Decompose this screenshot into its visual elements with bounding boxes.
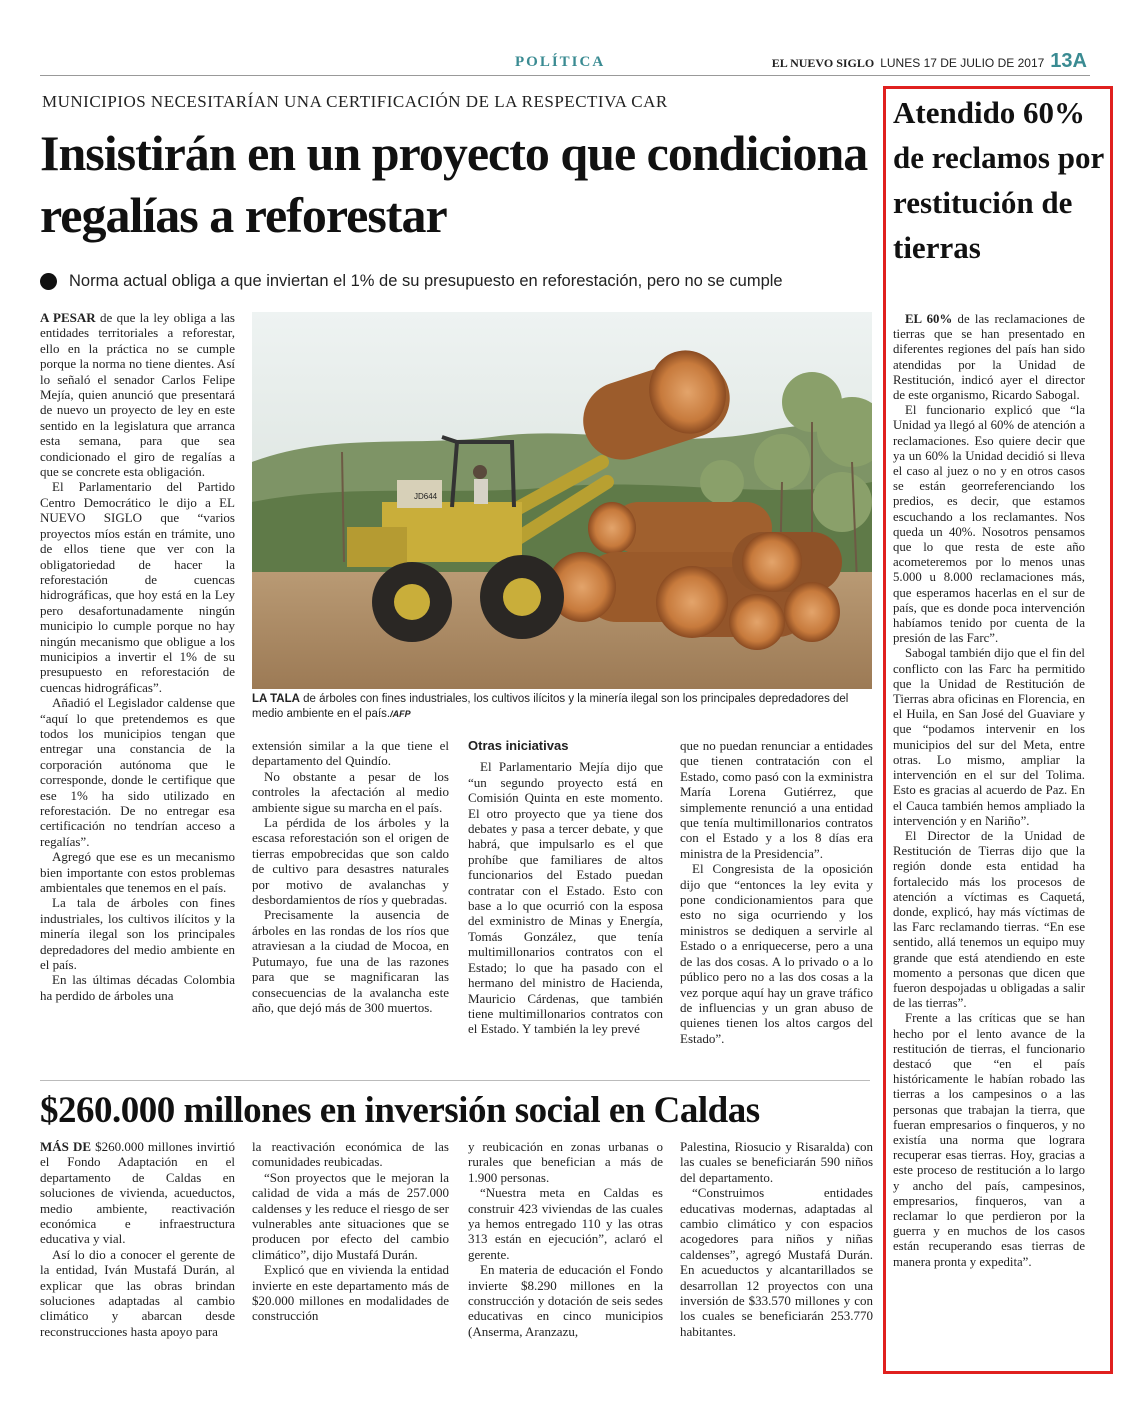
second-column-1 xyxy=(40,1139,235,1339)
paragraph: El Parlamentario del Partido Centro Democrático le dijo a EL NUEVO SIGLO que “varios proyectos míos están en trámite, uno de ellos tiene que ver con la obligatoriedad de hacer la reforestación de cuencas hidrográficas, que hoy está en la Ley pero desafortunadamente ningún municipio lo cumple porque no hay ningún mecanismo que obligue a los municipios a invertir el 1% de su presupuesto en reforestación de cuencas hidrográficas”. xyxy=(40,479,235,695)
paragraph: Precisamente la ausencia de árboles en las rondas de los ríos que atraviesan a la ciudad de Mocoa, en Putumayo, fue una de las razones para que se magnificaran las consecuencias de la avalancha este año, que dejó más de 300 muertos. xyxy=(252,907,449,1015)
page-number: 13A xyxy=(1050,50,1087,72)
paragraph: El Director de la Unidad de Restitución de Tierras dijo que la región donde esta entidad ha fortalecido más los procesos de atención a víctimas es Caquetá, donde, explicó, hay más víctimas de las Farc reclamando tierras. “En ese sentido, allá tenemos un equipo muy grande que está atendiendo en este momento a personas que dicen que fueron despojadas u obligadas a salir de las tierras”. xyxy=(893,828,1085,1011)
sidebar-headline: Atendido 60% de reclamos por restitución de tierras xyxy=(893,95,1104,265)
main-column-4 xyxy=(680,738,873,1046)
subhead xyxy=(40,272,783,291)
issue-date: LUNES 17 DE JULIO DE 2017 xyxy=(880,56,1045,70)
main-column-2 xyxy=(252,738,449,1015)
caption-lead: LA TALA xyxy=(252,693,300,705)
photo-caption xyxy=(252,692,872,722)
lead-in: MÁS DE xyxy=(40,1139,92,1154)
paragraph: Sabogal también dijo que el fin del conflicto con las Farc ha permitido que la Unidad de Restitución de Tierras abra oficinas en Florencia, en el Huila, en San José del Guaviare y que “podamos intervenir en los municipios del sur del Meta, entre otras. Lo mismo, ampliar la intervención en el sur del Tolima. Esto es gracias al acuerdo de Paz. En el Cauca también hemos ampliado la intervención y en Nariño”. xyxy=(893,646,1085,828)
paragraph: El Parlamentario Mejía dijo que “un segundo proyecto está en Comisión Quinta en este momento. El otro proyecto que ya tiene dos debates y pasa a tercer debate, y que habrá, que impulsarlo es el que prohíbe que familiares de altos funcionarios del Estado puedan contratar con el Estado. Esto con base a lo que ocurrió con la esposa del exministro de Minas y Energía, Tomás González, que tenía multimillonarios contratos con el Estado; lo que ha pasado con el hermano del ministro de Hacienda, Mauricio Cárdenas, que también tiene multimillonarios contratos con el Estado. Y también la ley prevé xyxy=(468,759,663,1037)
paragraph: “Son proyectos que le mejoran la calidad de vida a más de 257.000 caldenses y les reduce el riesgo de ser vulnerables ante situaciones que se producen por efecto del cambio climático”, dijo Mustafá Durán. xyxy=(252,1169,449,1262)
paragraph xyxy=(40,1139,235,1247)
photo-credit: /AFP xyxy=(390,709,411,719)
paragraph: En las últimas décadas Colombia ha perdido de árboles una xyxy=(40,972,235,1003)
paragraph: extensión similar a la que tiene el departamento del Quindío. xyxy=(252,738,449,769)
main-column-1 xyxy=(40,310,235,1003)
masthead xyxy=(772,50,1087,73)
paragraph-text: de que la ley obliga a las entidades territoriales a reforestar, ello en la práctica no se cumple porque la norma no tiene dientes. Así lo señaló el senador Carlos Felipe Mejía, quien anunció que presentará de nuevo un proyecto de ley en este sentido en la legislatura que arranca esta semana, para que sea condicionado el giro de regalías a que se concrete esta obligación. xyxy=(40,310,235,480)
second-column-2 xyxy=(252,1139,449,1324)
section-heading: Otras iniciativas xyxy=(468,738,569,753)
paragraph: No obstante a pesar de los controles la afectación al medio ambiente sigue su marcha en el país. xyxy=(252,768,449,815)
paragraph: En materia de educación el Fondo invierte $8.290 millones en la construcción y dotación de seis sedes educativas en cinco municipios (Anserma, Aranzazu, xyxy=(468,1262,663,1339)
paragraph: Frente a las críticas que se han hecho por el lento avance de la restitución de tierras, el funcionario destacó que “en el país históricamente le habían robado las tierras a los campesinos o a las personas que trabajan la tierra, que fueran empresarios o finqueros, y no existía una norma que lograra recuperar esas tierras. Hoy, gracias a este proceso de restitución a lo largo y ancho del país, campesinos, empresarios, finqueros, van a reclamar lo que perdieron por la guerra y en muchos de los casos están recuperando esas tierras de manera pronta y expedita”. xyxy=(893,1011,1085,1269)
lead-in: A PESAR xyxy=(40,310,96,325)
second-headline: $260.000 millones en inversión social en Caldas xyxy=(40,1090,760,1131)
story-divider xyxy=(40,1080,870,1081)
paragraph: El funcionario explicó que “la Unidad ya llegó al 60% de atención a reclamaciones. Eso quiere decir que ya un 60% la Unidad decidió si lleva el caso al juez o no y en otros casos se están georreferenciando los predios, es decir, que estamos escuchando a los reclamantes. Nos queda un 40%. Nosotros pensamos que lo que resta de este año acometeremos por lo menos unas 5.000 u 8.000 reclamaciones más, que esperamos hacerlas en el sur de país, que es donde poca intervención habíamos tenido por cuenta de la presión de las Farc”. xyxy=(893,403,1085,646)
lead-in: EL 60% xyxy=(905,312,953,326)
sidebar-body xyxy=(893,312,1085,1270)
paragraph: que no puedan renunciar a entidades que tienen contratación con el Estado, como pasó con la exministra María Lorena Gutiérrez, que simplemente renunció a una entidad que tenía multimillonarios contratos con el Estado y a los 8 días era ministra de la Presidencia”. xyxy=(680,738,873,861)
loader-plate: JD644 xyxy=(414,492,438,501)
main-headline: Insistirán en un proyecto que condiciona regalías a reforestar xyxy=(40,125,868,243)
main-column-3 xyxy=(468,738,663,1037)
paragraph: y reubicación en zonas urbanas o rurales que benefician a más de 1.900 personas. xyxy=(468,1139,663,1185)
second-column-4 xyxy=(680,1139,873,1339)
paragraph-text: de las reclamaciones de tierras que se han presentado en diferentes regiones del país han sido atendidas por la Unidad de Restitución, indicó ayer el director de este organismo, Ricardo Sabogal. xyxy=(893,312,1085,403)
paragraph: “Nuestra meta en Caldas es construir 423 viviendas de las cuales ya hemos entregado 110 y las otras 313 están en ejecución”, aclaró el gerente. xyxy=(468,1185,663,1262)
loader-with-logs-image xyxy=(252,312,872,689)
paragraph: “Construimos entidades educativas modernas, adaptadas al cambio climático y con espacios acogedores para niños y niñas caldenses”, agregó Mustafá Durán. En acueductos y alcantarillados se desarrollan 12 proyectos con una inversión de $33.570 millones y con los cuales se beneficiarán 253.770 habitantes. xyxy=(680,1185,873,1339)
paragraph: Agregó que ese es un mecanismo bien importante con estos problemas ambientales que tenemos en el país. xyxy=(40,849,235,896)
caption-text: de árboles con fines industriales, los cultivos ilícitos y la minería ilegal son los principales depredadores del medio ambiente en el país. xyxy=(252,693,849,720)
paragraph: Añadió el Legislador caldense que “aquí lo que pretendemos es que todos los municipios tengan que entregar una constancia de la corporación autónoma que le corresponde, donde le certifique que ese 1% ha sido utilizado en reforestación. De no entregar esa certificación no tendrían acceso a regalías”. xyxy=(40,695,235,849)
paragraph: El Congresista de la oposición dijo que “entonces la ley evita y pone condicionamientos para que esto no siga ocurriendo y los ministros se dediquen a servirle al Estado o a enriquecerse, pero a una de las dos cosas. A lo privado o a lo público pero no a las dos cosas a la vez porque aquí hay un grave tráfico de influencias y un gran abuso de quienes tienen los altos cargos del Estado”. xyxy=(680,861,873,1046)
paragraph-text: $260.000 millones invirtió el Fondo Adaptación en el departamento de Caldas en soluciones de vivienda, acueductos, medio ambiente, reactivación económica e infraestructura educativa y vial. xyxy=(40,1139,235,1247)
paragraph xyxy=(893,312,1085,403)
paragraph: Explicó que en vivienda la entidad invierte en este departamento más de $20.000 millones en modalidades de construcción xyxy=(252,1262,449,1324)
paper-name: EL NUEVO SIGLO xyxy=(771,56,875,70)
subhead-text: Norma actual obliga a que inviertan el 1% de su presupuesto en reforestación, pero no se cumple xyxy=(69,272,783,290)
paragraph: la reactivación económica de las comunidades reubicadas. xyxy=(252,1139,449,1170)
paragraph: La tala de árboles con fines industriales, los cultivos ilícitos y la minería ilegal son los principales depredadores del medio ambiente en el país. xyxy=(40,895,235,973)
paragraph: La pérdida de los árboles y la escasa reforestación son el origen de tierras empobrecidas que son caldo de cultivo para desastres naturales por motivo de avalanchas y desbordamientos de ríos y quebradas. xyxy=(252,815,449,908)
bullet-icon xyxy=(40,273,57,290)
paragraph: Así lo dio a conocer el gerente de la entidad, Iván Mustafá Durán, al explicar que las obras brindan soluciones adaptadas al cambio climático y abarcan desde reconstrucciones hasta apoyo para xyxy=(40,1246,235,1339)
second-column-3 xyxy=(468,1139,663,1339)
logging-photo xyxy=(252,312,872,689)
paragraph: Palestina, Riosucio y Risaralda) con las cuales se beneficiarán 590 niños del departamento. xyxy=(680,1139,873,1185)
section-label: POLÍTICA xyxy=(515,54,606,70)
header-rule xyxy=(40,75,1090,76)
paragraph xyxy=(40,310,235,479)
story-kicker: MUNICIPIOS NECESITARÍAN UNA CERTIFICACIÓN DE LA RESPECTIVA CAR xyxy=(42,92,668,111)
